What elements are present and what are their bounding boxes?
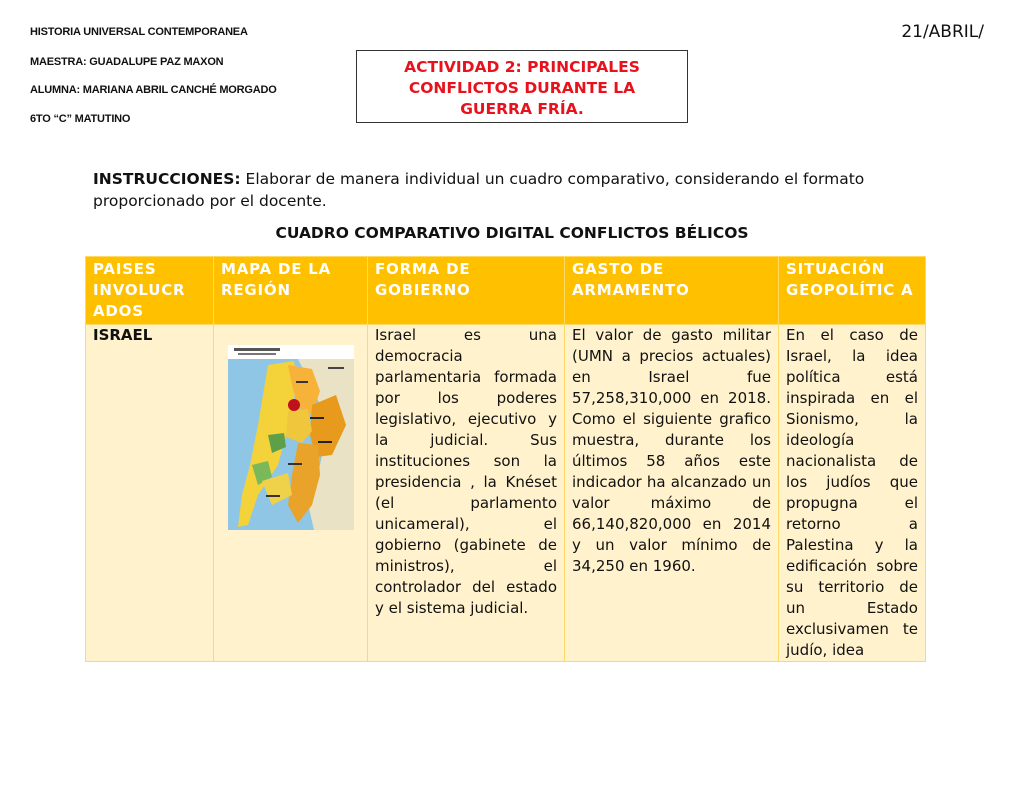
cell-geopolitics: En el caso de Israel, la idea política está inspirada en el Sionismo, la ideología nacionalista de los judíos que propugna el retorno a Palestina y la edificación sobre su territorio de un Estado exclusivamen te judío, idea <box>779 325 926 662</box>
instructions <box>93 168 918 212</box>
group-name: 6TO “C” MATUTINO <box>30 113 131 125</box>
cell-country: ISRAEL <box>86 325 214 662</box>
course-name: HISTORIA UNIVERSAL CONTEMPORANEA <box>30 26 248 38</box>
activity-title-line: CONFLICTOS DURANTE LA <box>408 79 636 97</box>
header-geopolitics: SITUACIÓN GEOPOLÍTIC A <box>779 257 926 325</box>
header-spending: GASTO DE ARMAMENTO <box>565 257 779 325</box>
header-government: FORMA DE GOBIERNO <box>368 257 565 325</box>
instructions-text: Elaborar de manera individual un cuadro comparativo, considerando el formato proporcionado por el docente. <box>93 170 865 210</box>
comparison-table <box>85 256 926 662</box>
table-row <box>86 325 926 662</box>
activity-title-line: GUERRA FRÍA. <box>460 100 584 118</box>
cell-map <box>214 325 368 662</box>
date: 21/ABRIL/ <box>901 22 984 42</box>
cell-spending: El valor de gasto militar (UMN a precios actuales) en Israel fue 57,258,310,000 en 2018. Como el siguiente grafico muestra, durante los últimos 58 años este indicador ha alcanzado un valor máximo de 66,140,820,000 en 2014 y un valor mínimo de 34,250 en 1960. <box>565 325 779 662</box>
header-map: MAPA DE LA REGIÓN <box>214 257 368 325</box>
cell-government: Israel es una democracia parlamentaria formada por los poderes legislativo, ejecutivo y la judicial. Sus instituciones son la presidencia , la Knéset (el parlamento unicameral), el gobierno (gabinete de ministros), el controlador del estado y el sistema judicial. <box>368 325 565 662</box>
instructions-label: INSTRUCCIONES: <box>93 170 241 188</box>
teacher-name: MAESTRA: GUADALUPE PAZ MAXON <box>30 56 224 68</box>
student-name: ALUMNA: MARIANA ABRIL CANCHÉ MORGADO <box>30 84 277 96</box>
table-title: CUADRO COMPARATIVO DIGITAL CONFLICTOS BÉLICOS <box>275 224 749 242</box>
activity-title-box <box>356 50 688 123</box>
region-map-image <box>228 345 354 530</box>
table-header-row <box>86 257 926 325</box>
header-countries: PAISES INVOLUCR ADOS <box>86 257 214 325</box>
activity-title-line: ACTIVIDAD 2: PRINCIPALES <box>404 58 640 76</box>
